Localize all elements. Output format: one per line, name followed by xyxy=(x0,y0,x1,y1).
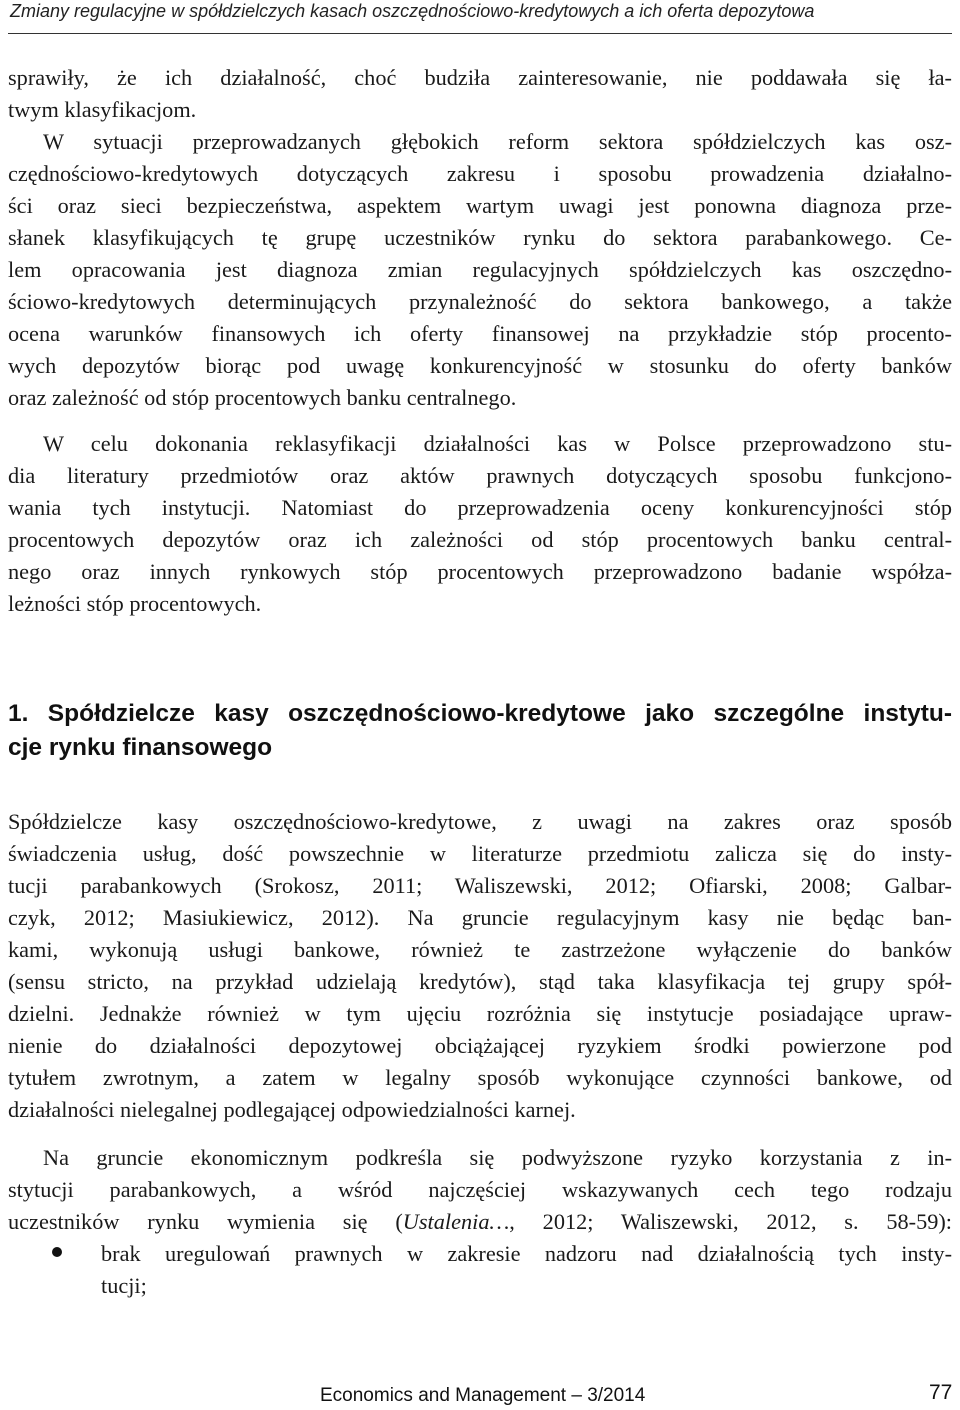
paragraph-3 xyxy=(8,428,952,620)
text-line: oraz zależność od stóp procentowych banku centralnego. xyxy=(8,385,517,410)
text-line: brak uregulowań prawnych w zakresie nadzoru nad działalnością tych insty- xyxy=(101,1241,952,1266)
text-line: stytucji parabankowych, a wśród najczęściej wskazywanych cech tego rodzaju xyxy=(8,1177,952,1202)
text-line: tucji; xyxy=(101,1273,147,1298)
paragraph-5 xyxy=(8,1142,952,1238)
paragraph-1 xyxy=(8,62,952,126)
text-line: W celu dokonania reklasyfikacji działalności kas w Polsce przeprowadzono stu- xyxy=(43,431,952,456)
citation-italic: Ustalenia… xyxy=(402,1209,510,1234)
text-line: ści oraz sieci bezpieczeństwa, aspektem wartym uwagi jest ponowna diagnoza prze- xyxy=(8,193,952,218)
text-line: sprawiły, że ich działalność, choć budziła zainteresowanie, nie poddawała się ła- xyxy=(8,65,952,90)
text-fragment: , 2012; Waliszewski, 2012, s. 58-59): xyxy=(509,1209,952,1234)
text-line: świadczenia usług, dość powszechnie w literaturze przedmiotu zalicza się do insty- xyxy=(8,841,952,866)
page-number: 77 xyxy=(929,1381,953,1404)
text-line: kami, wykonują usługi bankowe, również te zastrzeżone wyłączenie do banków xyxy=(8,937,952,962)
text-line: twym klasyfikacjom. xyxy=(8,97,197,122)
paragraph-4 xyxy=(8,806,952,1126)
text-line: słanek klasyfikujących tę grupę uczestników rynku do sektora parabankowego. Ce- xyxy=(8,225,952,250)
text-line: (sensu stricto, na przykład udzielają kredytów), stąd taka klasyfikacja tej grupy spół- xyxy=(8,969,952,994)
text-line: leżności stóp procentowych. xyxy=(8,591,262,616)
bullet-icon xyxy=(52,1247,62,1257)
text-line: nego oraz innych rynkowych stóp procentowych przeprowadzono badanie współza- xyxy=(8,559,952,584)
text-line: czyk, 2012; Masiukiewicz, 2012). Na gruncie regulacyjnym kasy nie będąc ban- xyxy=(8,905,952,930)
text-line: Spółdzielcze kasy oszczędnościowo-kredytowe, z uwagi na zakres oraz sposób xyxy=(8,809,952,834)
list-item xyxy=(101,1238,952,1302)
text-line: dzielni. Jednakże również w tym ujęciu rozróżnia się instytucje posiadające upraw- xyxy=(8,1001,952,1026)
text-line: nienie do działalności depozytowej obciążającej ryzykiem środki powierzone pod xyxy=(8,1033,952,1058)
text-line: W sytuacji przeprowadzanych głębokich reform sektora spółdzielczych kas osz- xyxy=(43,129,952,154)
text-line: wych depozytów biorąc pod uwagę konkurencyjność w stosunku do oferty banków xyxy=(8,353,952,378)
heading-line: 1. Spółdzielcze kasy oszczędnościowo-kredytowe jako szczególne instytu- xyxy=(8,700,952,727)
text-fragment: uczestników rynku wymienia się ( xyxy=(8,1209,403,1234)
text-line: wania tych instytucji. Natomiast do przeprowadzenia oceny konkurencyjności stóp xyxy=(8,495,952,520)
text-line: czędnościowo-kredytowych dotyczących zakresu i sposobu prowadzenia działalno- xyxy=(8,161,952,186)
heading-line: cje rynku finansowego xyxy=(8,734,273,761)
text-line: tytułem zwrotnym, a zatem w legalny sposób wykonujące czynności bankowe, od xyxy=(8,1065,952,1090)
text-line: ściowo-kredytowych determinujących przynależność do sektora bankowego, a także xyxy=(8,289,952,314)
footer-journal: Economics and Management – 3/2014 xyxy=(320,1385,646,1406)
text-line xyxy=(8,1206,952,1238)
running-title: Zmiany regulacyjne w spółdzielczych kasach oszczędnościowo-kredytowych a ich oferta depozytowa xyxy=(10,1,815,21)
text-line: tucji parabankowych (Srokosz, 2011; Waliszewski, 2012; Ofiarski, 2008; Galbar- xyxy=(8,873,952,898)
text-line: ocena warunków finansowych ich oferty finansowej na przykładzie stóp procento- xyxy=(8,321,952,346)
text-line: działalności nielegalnej podlegającej odpowiedzialności karnej. xyxy=(8,1097,576,1122)
section-heading xyxy=(8,697,952,765)
text-line: dia literatury przedmiotów oraz aktów prawnych dotyczących sposobu funkcjono- xyxy=(8,463,952,488)
text-line: procentowych depozytów oraz ich zależności od stóp procentowych banku central- xyxy=(8,527,952,552)
running-header xyxy=(0,0,960,44)
header-rule xyxy=(8,33,952,34)
text-line: lem opracowania jest diagnoza zmian regulacyjnych spółdzielczych kas oszczędno- xyxy=(8,257,952,282)
text-line: Na gruncie ekonomicznym podkreśla się podwyższone ryzyko korzystania z in- xyxy=(43,1145,952,1170)
paragraph-2 xyxy=(8,126,952,414)
